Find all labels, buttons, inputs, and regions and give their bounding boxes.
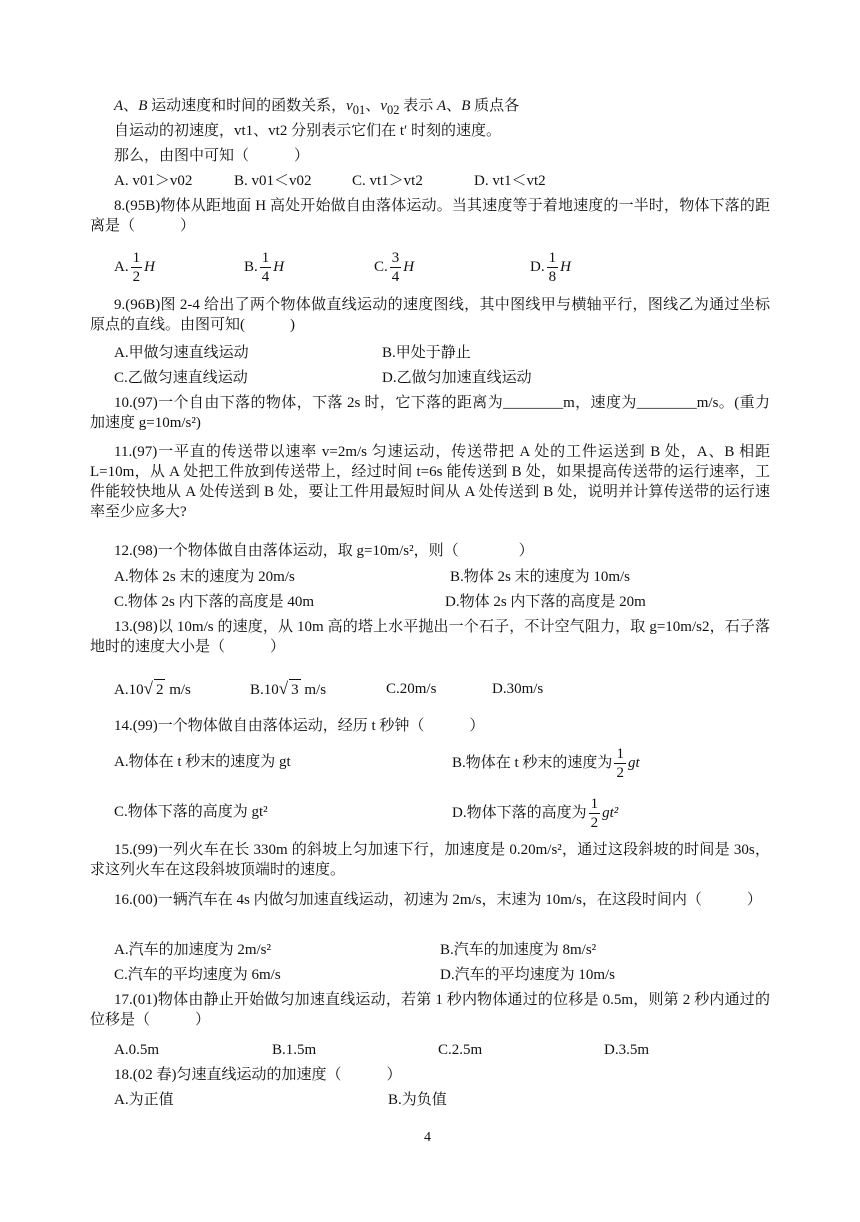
q12-stem: 12.(98)一个物体做自由落体运动，取 g=10m/s²，则（ ） bbox=[114, 543, 534, 559]
q8-stem: 8.(95B)物体从距地面 H 高处开始做自由落体运动。当其速度等于着地速度的一半时，物体下落的距离是（ ） bbox=[90, 198, 770, 234]
q8-option-a: A. $\frac{1}{2}$ H bbox=[114, 250, 155, 286]
q12-option-d: D.物体 2s 内下落的高度是 20m bbox=[445, 594, 646, 610]
q16-option-b: B.汽车的加速度为 8m/s² bbox=[440, 942, 597, 958]
fraction: $\frac{3}{4}$ bbox=[391, 250, 400, 286]
q8-option-c: C. $\frac{3}{4}$ H bbox=[374, 250, 415, 286]
q13-option-c: C.20m/s bbox=[386, 681, 437, 697]
q9-option-c: C.乙做匀速直线运动 bbox=[114, 370, 248, 386]
fraction: $\frac{1}{2}$ bbox=[616, 746, 624, 782]
q14-stem: 14.(99)一个物体做自由落体运动，经历 t 秒钟（ ） bbox=[114, 718, 485, 734]
q14-option-b: B.物体在 t 秒末的速度为 $\frac{1}{2}$ gt bbox=[452, 746, 640, 782]
fraction: $\frac{1}{2}$ bbox=[590, 796, 599, 832]
q17-option-c: C.2.5m bbox=[438, 1042, 483, 1058]
q14-option-c: C.物体下落的高度为 gt² bbox=[114, 804, 268, 820]
q12-option-b: B.物体 2s 末的速度为 10m/s bbox=[450, 569, 631, 585]
q7-option-a: A. v01＞v02 bbox=[114, 173, 193, 189]
q16-stem: 16.(00)一辆汽车在 4s 内做匀加速直线运动，初速为 2m/s，末速为 10m/s，在这段时间内（ ） bbox=[114, 892, 762, 908]
q17-option-b: B.1.5m bbox=[272, 1042, 317, 1058]
q13-option-d: D.30m/s bbox=[492, 681, 544, 697]
q13-option-b: B.10√ 3 m/s bbox=[250, 679, 327, 698]
q18-stem: 18.(02 春)匀速直线运动的加速度（ ） bbox=[114, 1067, 402, 1083]
q7-option-d: D. vt1＜vt2 bbox=[474, 173, 546, 189]
q14-option-d: D.物体下落的高度为 $\frac{1}{2}$ gt² bbox=[452, 796, 619, 832]
q16-option-d: D.汽车的平均速度为 10m/s bbox=[440, 967, 616, 983]
q17-option-d: D.3.5m bbox=[604, 1042, 649, 1058]
page-number: 4 bbox=[424, 1130, 431, 1145]
q8-option-d: D. $\frac{1}{8}$ H bbox=[530, 250, 571, 286]
q7-line1: A、B 运动速度和时间的函数关系，$v_{01}$、$v_{02}$ 表示 A、B 质点各 bbox=[114, 98, 520, 117]
q9-stem: 9.(96B)图 2-4 给出了两个物体做直线运动的速度图线，其中图线甲与横轴平行，图线乙为通过坐标原点的直线。由图可知( ) bbox=[90, 297, 770, 333]
q17-option-a: A.0.5m bbox=[114, 1042, 159, 1058]
q17-stem: 17.(01)物体由静止开始做匀加速直线运动，若第 1 秒内物体通过的位移是 0.5m，则第 2 秒内通过的位移是（ ） bbox=[90, 992, 770, 1028]
q8-option-b: B. $\frac{1}{4}$ H bbox=[244, 250, 285, 286]
q7-option-b: B. v01＜v02 bbox=[234, 173, 312, 189]
q16-option-c: C.汽车的平均速度为 6m/s bbox=[114, 967, 281, 983]
fraction: $\frac{1}{8}$ bbox=[548, 250, 557, 286]
q10-stem: 10.(97)一个自由下落的物体，下落 2s 时，它下落的距离为________m，速度为________m/s。(重力加速度 g=10m/s²) bbox=[90, 395, 770, 431]
fraction: $\frac{1}{2}$ bbox=[132, 250, 141, 286]
q13-option-a: A.10√ 2 m/s bbox=[114, 679, 191, 698]
q15-stem: 15.(99)一列火车在长 330m 的斜坡上匀加速下行，加速度是 0.20m/s²，通过这段斜坡的时间是 30s，求这列火车在这段斜坡顶端时的速度。 bbox=[90, 842, 770, 878]
q16-option-a: A.汽车的加速度为 2m/s² bbox=[114, 942, 272, 958]
q18-option-b: B.为负值 bbox=[388, 1092, 447, 1108]
q11-stem: 11.(97)一平直的传送带以速率 v=2m/s 匀速运动，传送带把 A 处的工件运送到 B 处，A、B 相距 L=10m，从 A 处把工件放到传送带上，经过时间 t=6s 能传送到 B 处，如果提高传送带的运行速率，工件能较快地从 A 处传送到 B 处，要让工件用最短时间从 A 处传送到 B 处，说明并计算传送带的运行速率至少应多大? bbox=[90, 444, 770, 520]
q12-option-a: A.物体 2s 末的速度为 20m/s bbox=[114, 569, 295, 585]
q7-line2: 自运动的初速度，vt1、vt2 分别表示它们在 t′ 时刻的速度。 bbox=[114, 123, 502, 139]
q7-line3: 那么，由图中可知（ ） bbox=[114, 148, 310, 164]
fraction: $\frac{1}{4}$ bbox=[261, 250, 270, 286]
q9-option-b: B.甲处于静止 bbox=[382, 345, 471, 361]
q12-option-c: C.物体 2s 内下落的高度是 40m bbox=[114, 594, 315, 610]
q7-option-c: C. vt1＞vt2 bbox=[352, 173, 423, 189]
q18-option-a: A.为正值 bbox=[114, 1092, 174, 1108]
q9-option-d: D.乙做匀加速直线运动 bbox=[382, 370, 532, 386]
q13-stem: 13.(98)以 10m/s 的速度，从 10m 高的塔上水平抛出一个石子，不计空气阻力，取 g=10m/s2，石子落地时的速度大小是（ ） bbox=[90, 619, 770, 655]
q9-option-a: A.甲做匀速直线运动 bbox=[114, 345, 249, 361]
q14-option-a: A.物体在 t 秒末的速度为 gt bbox=[114, 754, 291, 770]
